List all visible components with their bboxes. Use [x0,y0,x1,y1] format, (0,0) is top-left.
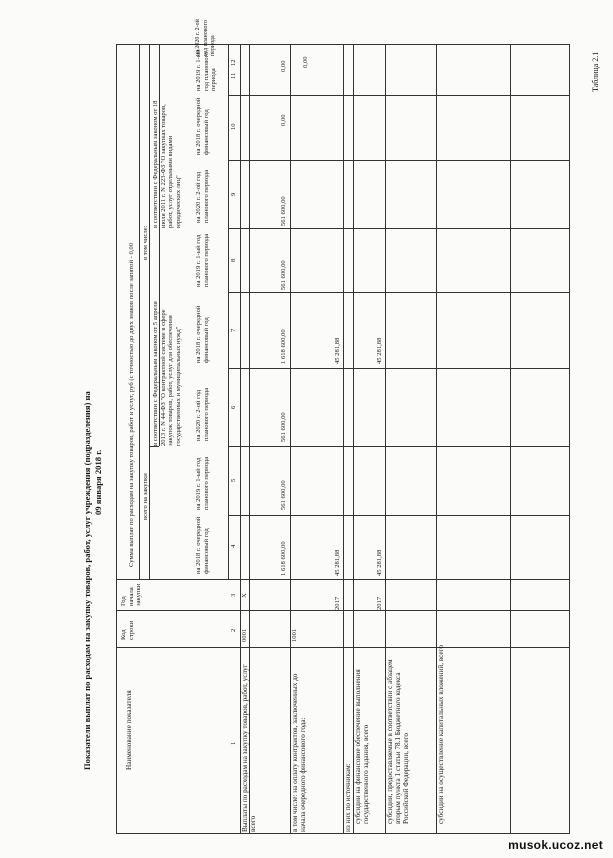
table-number: Таблица 2.1 [591,51,600,92]
header-law44: в соответствии с Федеральным законом от 5 апреля 2013 г. N 44-ФЗ "О контрактной системе в сфере закупок товаров, работ, услуг для обеспечения государственных и муниципальных нужд" [152,301,182,446]
col-num-4: 4 [230,544,237,548]
col-num-7: 7 [230,328,237,332]
header-year: Год начала закупки [120,583,143,606]
row4-c7: 45 281,88 [376,337,383,364]
col-num-3: 3 [230,593,237,597]
row1-c9: 561 600,00 [280,196,287,226]
header-c7: на 2018 г. очередной финансовый год [195,305,210,363]
row1-c4: 1 618 600,00 [280,541,287,576]
header-total: всего на закупки [142,473,149,520]
col-num-6: 6 [230,405,237,409]
row4-name: субсидии на финансовое обеспечение выполнения государственного задания, всего [354,669,371,824]
header-c12: на 2020 г. 2-ой год планового периода [195,19,217,56]
table-title: Показатели выплат по расходам на закупку товаров, работ, услуг учреждения (подразделения) на [82,391,92,770]
row1-c6: 561 600,00 [280,412,287,442]
row1-c8: 561 600,00 [280,260,287,290]
header-indicator: Наименование показателя [125,690,133,770]
col-num-5: 5 [230,478,237,482]
row2-c7: 45 281,88 [334,337,341,364]
row3-name: из них по источникам: [344,763,352,832]
col-num-2: 2 [230,628,237,632]
header-c9: на 2020 г. 2-ой год планового периода [195,169,210,223]
header-c4: на 2018 г. очередной финансовый год [195,516,210,574]
row4-c4: 45 281,88 [376,549,383,576]
header-law223: в соответствии с Федеральным законом от 18 июля 2011 г. N 223-ФЗ "О закупках товаров, работ, услуг отдельными видами юридических лиц" [152,100,182,228]
table-title-date: 09 января 2018 г. [93,449,103,515]
row1-code: 0001 [241,628,248,642]
site-watermark: musok.ucoz.net [508,838,603,852]
row1-c5: 561 600,00 [280,480,287,510]
row1-c12: 0,00 [302,56,309,68]
row1-c10: 0,00 [280,114,287,126]
row6-name: субсидии на осуществление капитальных вложений, всего [437,645,445,824]
col-num-11: 11 [230,72,237,79]
header-incl: в том числе: [142,225,149,260]
header-code: Код строки [120,620,135,640]
row1-c7: 1 618 600,00 [280,329,287,364]
header-c10: на 2018 г. очередной финансовый год [195,97,210,155]
col-num-9b: 9 [230,192,237,196]
header-c8: на 2019 г. 1-ый год планового периода [195,233,210,287]
row1-c11: 0,00 [280,60,287,72]
row2-c4: 45 281,88 [334,549,341,576]
row5-name: субсидии, предоставляемые в соответствии с абзацем вторым пункта 1 статьи 78.1 Бюджетного кодекса Российской Федерации, всего [386,659,411,824]
col-num-10: 10 [230,123,237,130]
row2-code: 1001 [291,628,298,642]
row2-name: в том числе: на оплату контрактов, заключенных до начала очередного финансового года: [291,673,308,832]
header-sum: Сумма выплат по расходам на закупку товаров, работ и услуг, руб (с точностью до двух знаков после запятой - 0,00 [128,242,135,567]
row1-name: Выплаты по расходам на закупку товаров, работ, услуг всего [241,664,258,832]
row2-year: 2017 [334,596,341,610]
row1-year: X [241,593,248,598]
row4-year: 2017 [376,596,383,610]
col-num-1: 1 [230,741,237,745]
col-num-12: 12 [230,59,237,66]
header-c5: на 2019 г. 1-ый год планового периода [195,456,210,510]
col-num-8: 8 [230,258,237,262]
header-c6: на 2020 г. 2-ой год планового периода [195,387,210,441]
header-c11: на 2019 г. 1-ый год планового периода [195,49,218,91]
